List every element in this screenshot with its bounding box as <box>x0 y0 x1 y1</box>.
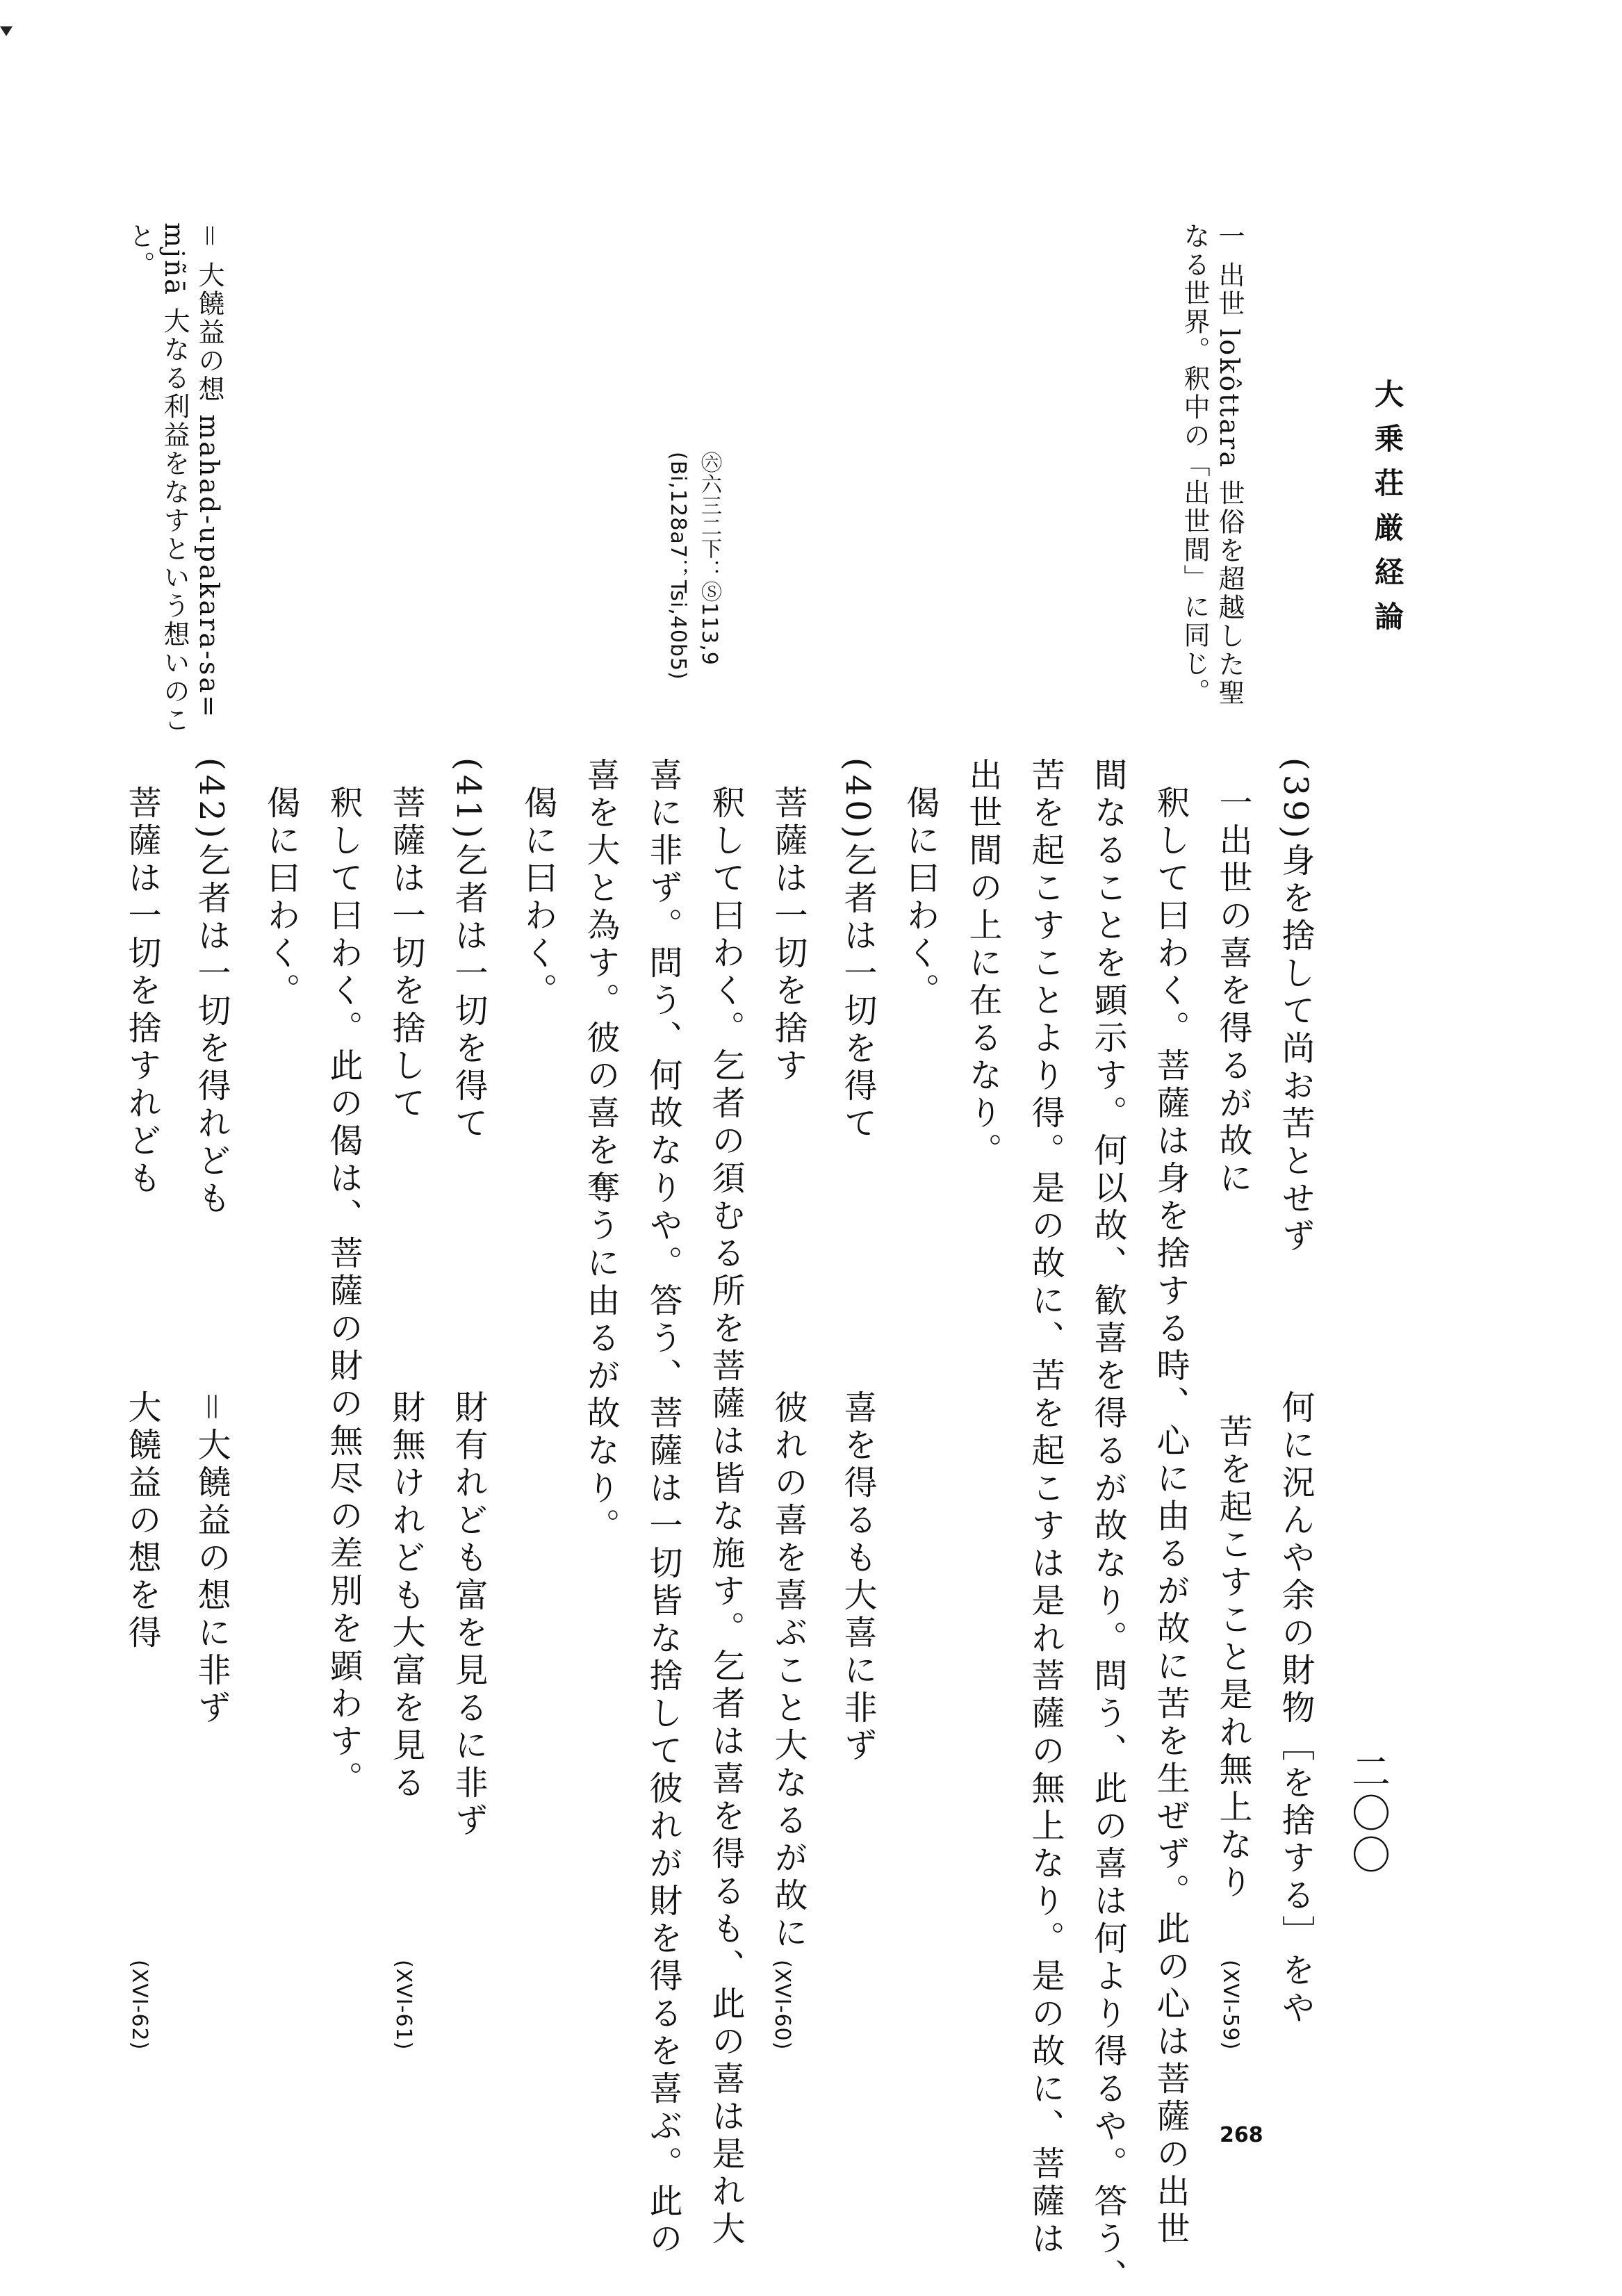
footnote-2-line-1: ＝ 大饒益の想 mahad-upakara-sa= <box>194 222 224 719</box>
commentary-line: 釈して曰わく。菩薩は身を捨する時、心に由るが故に苦を生ぜず。此の心は菩薩の出世 <box>1151 785 1190 2249</box>
verse-40-line-1-lower: 喜を得るも大喜に非ず <box>838 1390 877 1765</box>
verse-39-line-1-upper: (39)身を捨して尚お苦とせず <box>1276 757 1315 1256</box>
commentary-line: 喜を大と為す。彼の喜を奪うに由るが故なり。 <box>581 757 620 1545</box>
verse-intro: 偈に曰わく。 <box>261 785 300 1010</box>
verse-40-line-1-upper: (40)乞者は一切を得て <box>838 757 877 1143</box>
verse-39-line-1-lower: 何に況んや余の財物［を捨する］をや <box>1276 1390 1315 2028</box>
footnote-1-line-2: なる世界。釈中の「出世間」に同じ。 <box>1179 222 1210 707</box>
commentary-line: 釈して曰わく。乞者の須むる所を菩薩は皆な施す。乞者は喜を得るも、此の喜は是れ大 <box>706 785 745 2249</box>
verse-ref-60: (XVI-60) <box>770 1960 794 2051</box>
footnote-1-line-1: 一 出世 lokôttara 世俗を超越した聖 <box>1214 222 1245 708</box>
verse-intro: 偈に曰わく。 <box>901 785 940 1010</box>
page-number-kanji: 二〇〇 <box>1345 1751 1391 1876</box>
page-number: 268 <box>1220 2123 1263 2147</box>
commentary-line: 出世間の上に在るなり。 <box>963 757 1002 1170</box>
verse-42-line-2-lower: 大饒益の想を得 <box>122 1390 161 1653</box>
verse-40-line-2-lower: 彼れの喜を喜ぶこと大なるが故に <box>769 1390 808 1953</box>
book-title-header: 大乗荘厳経論 <box>1370 379 1404 646</box>
verse-41-line-2-upper: 菩薩は一切を捨して <box>386 785 425 1123</box>
commentary-line: 苦を起こすことより得。是の故に、苦を起こすは是れ菩薩の無上なり。是の故に、菩薩は <box>1026 757 1065 2258</box>
commentary-line: 間なることを顕示す。何以故、歓喜を得るが故なり。問う、此の喜は何より得るや。答う、 <box>1088 757 1127 2296</box>
citation-line-1: ㊅六三二下：Ⓢ113,9 <box>697 452 721 666</box>
verse-40-line-2-upper: 菩薩は一切を捨す <box>769 785 808 1085</box>
commentary-line: 喜に非ず。問う、何故なりや。答う、菩薩は一切皆な捨して彼れが財を得るを喜ぶ。此の <box>644 757 682 2258</box>
footnote-2-line-2: mjñā 大なる利益をなすという想いのこ <box>159 222 190 735</box>
verse-ref-61: (XVI-61) <box>391 1960 416 2051</box>
verse-ref-59: (XVI-59) <box>1218 1960 1243 2051</box>
citation-line-2: (Bi,128a7；Tsi,40b5) <box>666 452 690 680</box>
verse-41-line-1-upper: (41)乞者は一切を得て <box>449 757 488 1143</box>
verse-ref-62: (XVI-62) <box>127 1960 151 2051</box>
verse-intro: 偈に曰わく。 <box>518 785 557 1010</box>
footnote-2-line-3: と。 <box>124 222 155 279</box>
scan-corner-mark <box>0 26 13 36</box>
verse-42-line-2-upper: 菩薩は一切を捨すれども <box>122 785 161 1198</box>
verse-41-line-1-lower: 財有れども富を見るに非ず <box>449 1390 488 1840</box>
verse-39-line-2-lower: 苦を起こすこと是れ無上なり <box>1213 1414 1252 1902</box>
commentary-line: 釈して曰わく。此の偈は、菩薩の財の無尽の差別を顕わす。 <box>324 785 363 1798</box>
verse-42-line-1-upper: (42)乞者は一切を得れども <box>192 757 231 1218</box>
verse-42-line-1-lower: ＝大饒益の想に非ず <box>192 1390 231 1728</box>
verse-39-line-2-upper: 一出世の喜を得るが故に <box>1213 785 1252 1198</box>
verse-41-line-2-lower: 財無けれども大富を見る <box>386 1390 425 1803</box>
